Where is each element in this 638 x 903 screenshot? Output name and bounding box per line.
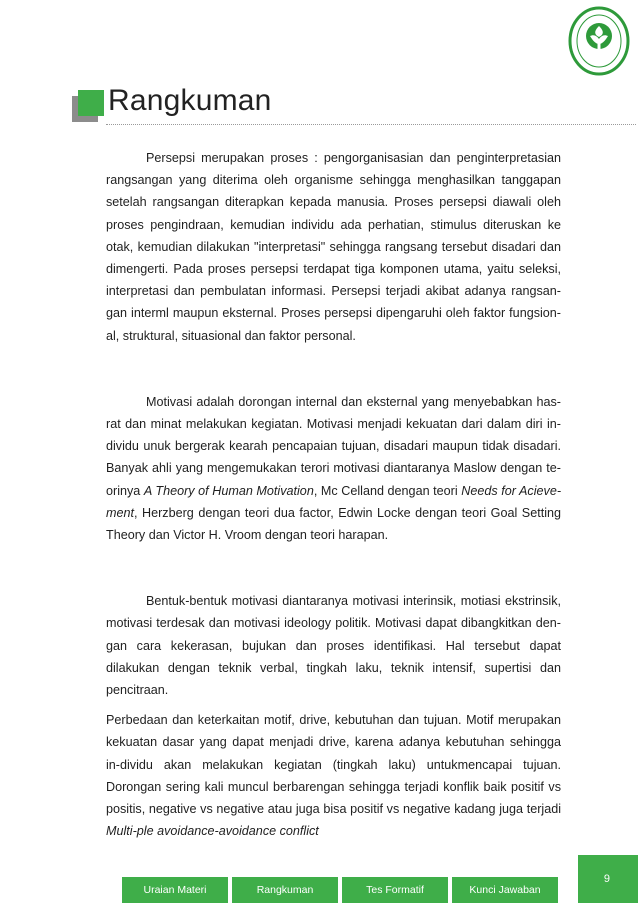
paragraph-motivasi (106, 391, 561, 546)
spacer (106, 701, 561, 709)
paragraph-bentuk-motivasi: Bentuk-bentuk motivasi diantaranya motivasi interinsik, motiasi ekstrinsik, motivasi terdesak dan motivasi ideology politik. Motivasi dapat dibangkitkan den-gan cara kekerasan, bujukan dan proses identifikasi. Hal tersebut dapat dilakukan dengan teknik verbal, tingkah laku, teknik intensif, supertisi dan pencitraan. (106, 594, 561, 698)
tab-tes-formatif[interactable]: Tes Formatif (342, 877, 448, 903)
page-title: Rangkuman (108, 84, 272, 117)
paragraph-perbedaan (106, 709, 561, 842)
footer-nav (122, 877, 558, 903)
text-span: , Mc Celland dengan teori (313, 483, 462, 498)
section-heading (72, 84, 552, 124)
text-span: , Herzberg dengan teori dua factor, Edwin Locke dengan teori Goal Setting Theory dan Victor H. Vroom dengan teori harapan. (106, 505, 561, 543)
paragraph-persepsi: Persepsi merupakan proses : pengorganisasian dan penginterpretasian rangsangan yang diterima oleh organisme sehingga menghasilkan tanggapan setelah rangsangan diterapkan kepada manusia. Proses persepsi diawali oleh proses pengindraan, kemudian individu ada perhatian, stimulus diteruskan ke otak, kemudian dilakukan "interpretasi" sehingga rangsang tersebut disadari dan dimengerti. Pada proses persepsi terdapat tiga komponen utama, yaitu seleksi, interpretasi dan pembulatan informasi. Persepsi terjadi akibat adanya rangsan-gan interml maupun eksternal. Proses persepsi dipengaruhi oleh faktor fungsion-al, struktural, situasional dan faktor personal. (106, 151, 561, 343)
italic-title: Needs for Acieve-ment (106, 483, 562, 520)
page-number-box (578, 855, 638, 903)
spacer (106, 347, 561, 391)
tab-uraian-materi[interactable]: Uraian Materi (122, 877, 228, 903)
bakti-husada-logo (568, 6, 630, 76)
main-content (106, 147, 561, 842)
page-number: 9 (603, 873, 610, 885)
heading-divider (106, 124, 636, 125)
spacer (106, 546, 561, 590)
tab-rangkuman[interactable]: Rangkuman (232, 877, 338, 903)
tab-kunci-jawaban[interactable]: Kunci Jawaban (452, 877, 558, 903)
heading-square-green (78, 90, 104, 116)
text-span: Motivasi adalah dorongan internal dan eksternal yang menyebabkan has-rat dan minat melakukan kegiatan. Motivasi menjadi kekuatan dari dalam diri in-dividu unuk bergerak kearah pencapaian tujuan, disadari maupun tidak disadari. Banyak ahli yang mengemukakan terori motivasi diantaranya Maslow dengan te-orinya (106, 394, 561, 498)
text-span: Perbedaan dan keterkaitan motif, drive, kebutuhan dan tujuan. Motif merupakan kekuatan dasar yang dapat menjadi drive, karena adanya kebutuhan sehingga in-dividu akan melakukan kegiatan (tingkah laku) untukmencapai tujuan. Dorongan sering kali muncul berbarengan sehingga terjadi konflik baik positif vs positis, negative vs negative atau juga bisa positif vs negative kadang juga terjadi (106, 713, 561, 817)
italic-title: A Theory of Human Motivation (143, 483, 314, 498)
italic-term: Multi-ple avoidance-avoidance conflict (106, 824, 319, 839)
